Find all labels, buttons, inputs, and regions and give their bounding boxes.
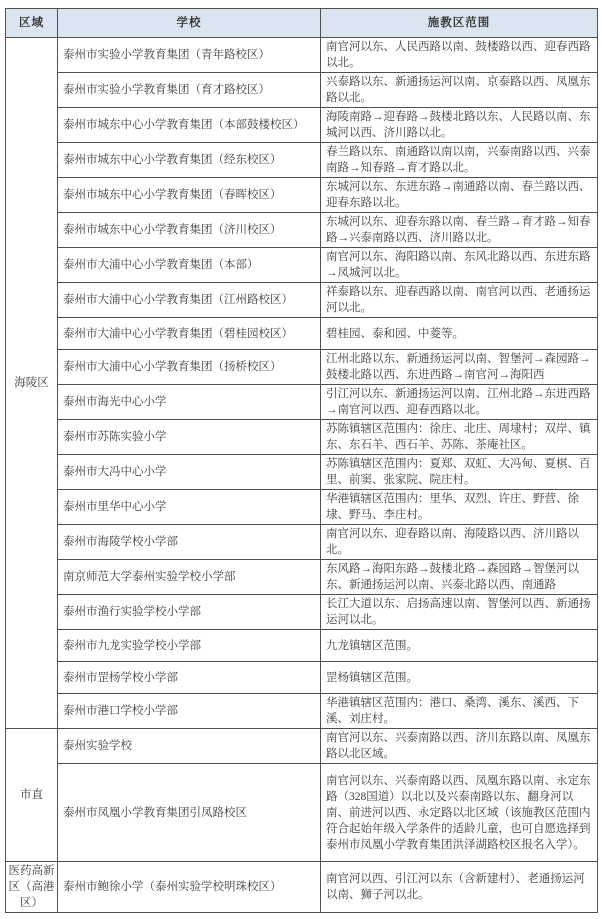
school-cell: 泰州市港口学校小学部 [58,694,321,729]
table-row [6,630,598,662]
table-row [6,385,598,420]
table-row [6,455,598,490]
district-cell: 引江河以东、新通扬运河以南、江州北路→东进西路→南官河以西、迎春西路以北。 [321,385,598,420]
table-row [6,350,598,385]
district-cell: 九龙镇辖区范围。 [321,630,598,662]
table-row [6,560,598,595]
school-cell: 泰州市鲍徐小学（泰州实验学校明珠校区） [58,862,321,913]
district-cell: 祥泰路以东、迎春西路以南、南官河以西、老通扬运河以北。 [321,283,598,318]
district-cell: 南官河以东、人民西路以南、鼓楼路以西、迎春西路以北。 [321,38,598,73]
table-row [6,525,598,560]
table-row [6,318,598,350]
table-row [6,283,598,318]
school-cell: 泰州市里华中心小学 [58,490,321,525]
district-cell: 苏陈镇辖区范围内：徐庄、北庄、周埭村；双岸、镇东、东石羊、西石羊、苏陈、茶庵社区。 [321,420,598,455]
school-cell: 泰州市大浦中心小学教育集团（扬桥校区） [58,350,321,385]
table-row [6,213,598,248]
column-header-range: 施教区范围 [321,9,598,38]
table-row [6,729,598,764]
district-cell: 南官河以东、海阳路以南、东风北路以西、东进东路→凤城河以北。 [321,248,598,283]
school-cell: 泰州市实验小学教育集团（育才路校区） [58,73,321,108]
school-cell: 泰州市罡杨学校小学部 [58,662,321,694]
school-cell: 泰州市九龙实验学校小学部 [58,630,321,662]
region-cell-yiyao-gaoxin: 医药高新区（高港区） [6,862,58,913]
school-cell: 泰州市大浦中心小学教育集团（江州路校区） [58,283,321,318]
school-cell: 泰州市凤凰小学教育集团引凤路校区 [58,764,321,862]
table-row [6,38,598,73]
school-cell: 泰州市城东中心小学教育集团（经东校区） [58,143,321,178]
school-cell: 泰州市城东中心小学教育集团（济川校区） [58,213,321,248]
school-cell: 泰州市苏陈实验小学 [58,420,321,455]
table-row [6,862,598,913]
school-cell: 泰州市大浦中心小学教育集团（碧桂园校区） [58,318,321,350]
table-row [6,108,598,143]
school-cell: 泰州市大浦中心小学教育集团（本部） [58,248,321,283]
district-cell: 东城河以东、迎春东路以南、春兰路→育才路→知春路→兴泰南路以西、济川路以北。 [321,213,598,248]
table-row [6,764,598,862]
school-cell: 泰州市实验小学教育集团（青年路校区） [58,38,321,73]
school-district-table [5,8,598,913]
school-cell: 泰州市城东中心小学教育集团（春晖校区） [58,178,321,213]
district-cell: 江州北路以东、新通扬运河以南、智堡河→森园路→鼓楼北路以西、东进西路→南官河→海阳西 [321,350,598,385]
table-row [6,662,598,694]
school-cell: 泰州市大冯中心小学 [58,455,321,490]
district-cell: 长江大道以东、启扬高速以南、智堡河以西、新通扬运河以北。 [321,595,598,630]
school-cell: 泰州市海光中心小学 [58,385,321,420]
table-row [6,178,598,213]
district-cell: 春兰路以东、南通路以南以南，兴泰南路以西、兴泰南路→知春路→育才路以北。 [321,143,598,178]
district-cell: 罡杨镇辖区范围。 [321,662,598,694]
district-cell: 碧桂园、泰和园、中菱等。 [321,318,598,350]
table-row [6,248,598,283]
column-header-school: 学校 [58,9,321,38]
table-row [6,143,598,178]
district-cell: 南官河以东、迎春路以南、海陵路以西、济川路以北。 [321,525,598,560]
table-row [6,490,598,525]
school-cell: 南京师范大学泰州实验学校小学部 [58,560,321,595]
district-cell: 华港镇辖区范围内：里华、双烈、许庄、野营、徐埭、野马、李庄村。 [321,490,598,525]
header-row [6,9,598,38]
district-cell: 华港镇辖区范围内：港口、桑湾、溪东、溪西、下溪、刘庄村。 [321,694,598,729]
district-cell: 东风路→海阳东路→鼓楼北路→森园路→智堡河以东、新通扬运河以南、兴泰北路以西、南通路 [321,560,598,595]
table-row [6,420,598,455]
district-cell: 南官河以西、引江河以东（含新建村）、老通扬运河以南、狮子河以北。 [321,862,598,913]
district-cell: 兴泰路以东、新通扬运河以南、京泰路以西、凤凰东路以北。 [321,73,598,108]
school-cell: 泰州市海陵学校小学部 [58,525,321,560]
school-cell: 泰州市渔行实验学校小学部 [58,595,321,630]
district-cell: 苏陈镇辖区范围内：夏郑、双虹、大冯甸、夏棋、百里、前窦、张家院、院庄村。 [321,455,598,490]
column-header-region: 区域 [6,9,58,38]
district-cell: 海陵南路→迎春路→鼓楼北路以东、人民路以南、东城河以西、济川路以北。 [321,108,598,143]
table-row [6,73,598,108]
table-row [6,595,598,630]
district-cell: 东城河以东、东进东路→南通路以南、春兰路以西、迎春东路以北。 [321,178,598,213]
table-row [6,694,598,729]
region-cell-hailing: 海陵区 [6,38,58,729]
region-cell-shizhi: 市直 [6,729,58,862]
school-cell: 泰州市城东中心小学教育集团（本部鼓楼校区） [58,108,321,143]
district-cell: 南官河以东、兴泰南路以西、凤凰东路以南、永定东路（328国道）以北以及兴泰南路以东、翻身河以南、前进河以西、永定路以北区域（该施教区范围内符合起始年级入学条件的适龄儿童，也可自愿选择到泰州市凤凰小学教育集团洪泽湖路校区报名入学）。 [321,764,598,862]
school-cell: 泰州实验学校 [58,729,321,764]
district-cell: 南官河以东、兴泰南路以西、济川东路以南、凤凰东路以北区域。 [321,729,598,764]
